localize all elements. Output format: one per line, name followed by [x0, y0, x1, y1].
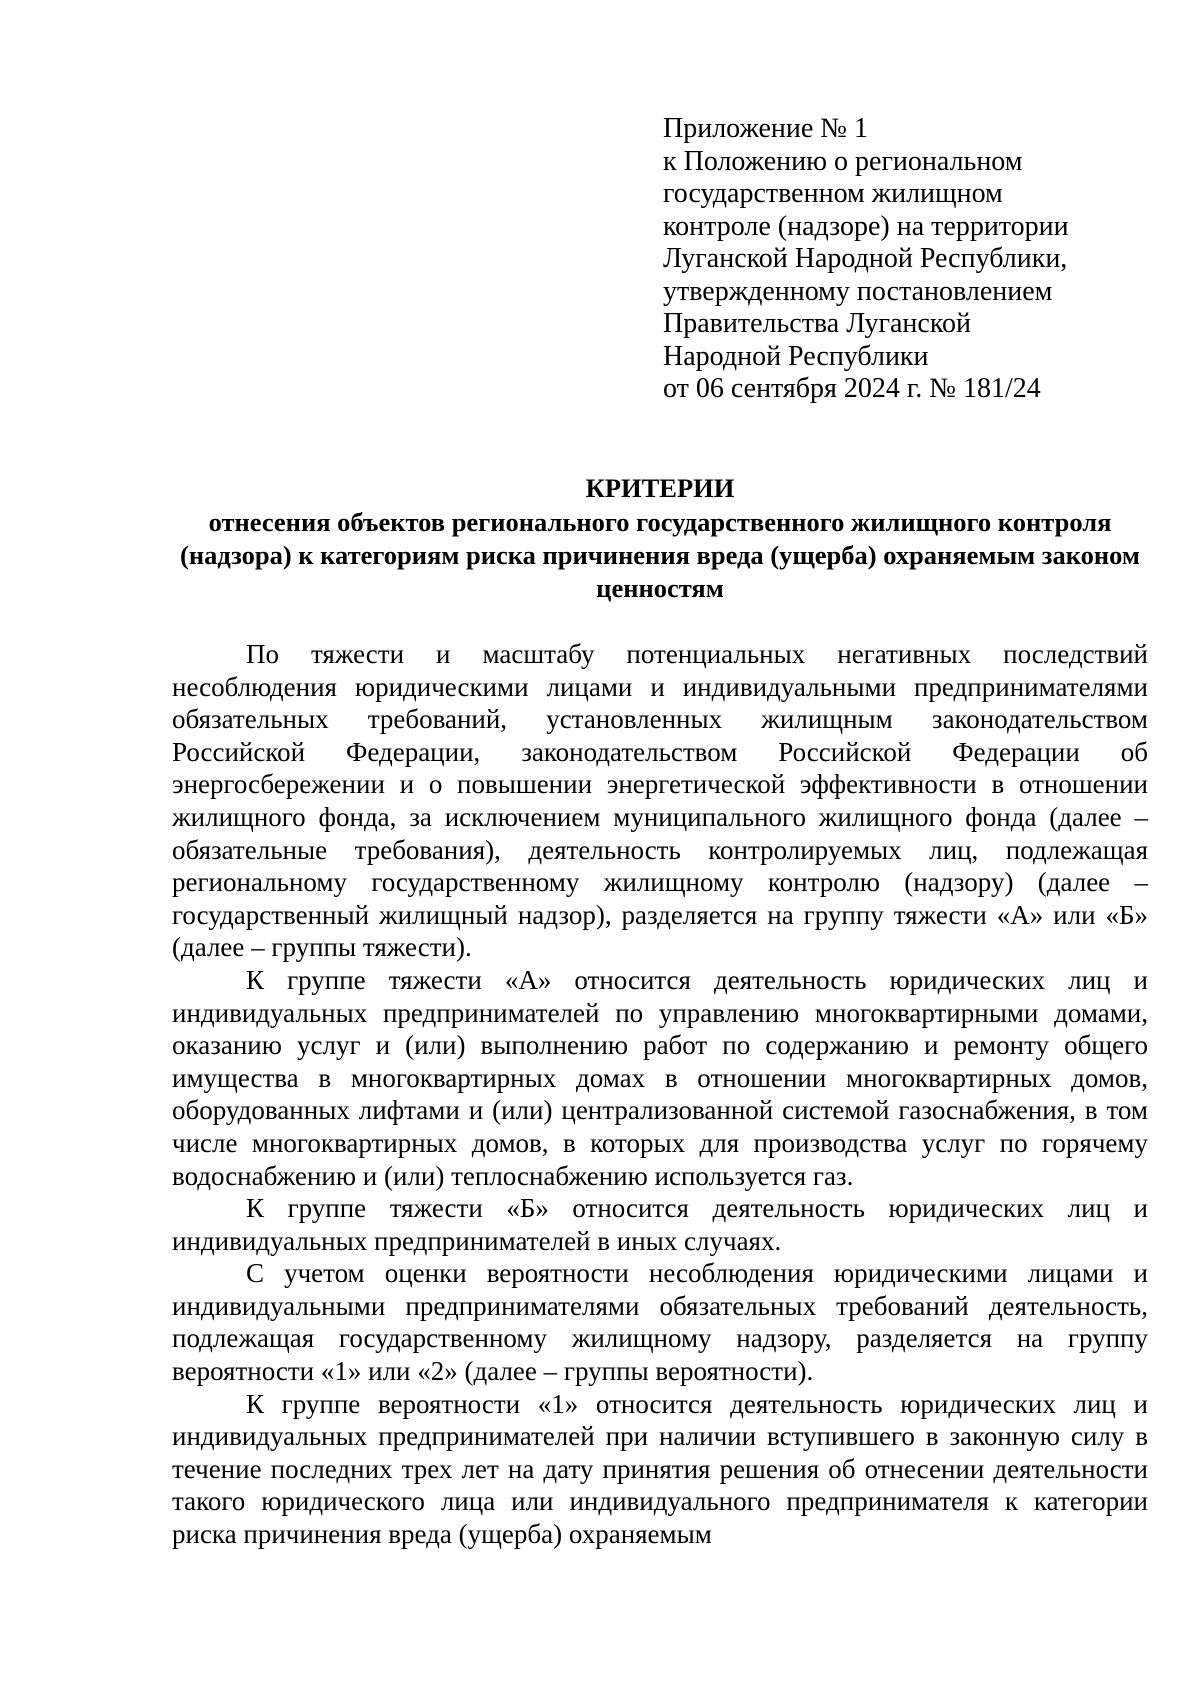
document-body	[172, 638, 1148, 1551]
body-paragraph: К группе вероятности «1» относится деятельность юридических лиц и индивидуальных предпринимателей при наличии вступившего в законную силу в течение последних трех лет на дату принятия решения об отнесении деятельности такого юридического лица или индивидуального предпринимателя к категории риска причинения вреда (ущерба) охраняемым	[172, 1388, 1148, 1550]
appendix-line: Правительства Луганской	[663, 308, 971, 339]
appendix-line: Луганской Народной Республики,	[663, 243, 1068, 274]
body-paragraph: По тяжести и масштабу потенциальных негативных последствий несоблюдения юридическими лицами и индивидуальными предпринимателями обязательных требований, установленных жилищным законодательством Российской Федерации, законодательством Российской Федерации об энергосбережении и о повышении энергетической эффективности в отношении жилищного фонда, за исключением муниципального жилищного фонда (далее – обязательные требования), деятельность контролируемых лиц, подлежащая региональному государственному жилищному контролю (надзору) (далее – государственный жилищный надзор), разделяется на группу тяжести «А» или «Б» (далее – группы тяжести).	[172, 639, 1148, 963]
body-paragraph: С учетом оценки вероятности несоблюдения юридическими лицами и индивидуальными предпринимателями обязательных требований деятельность, подлежащая государственному жилищному надзору, разделяется на группу вероятности «1» или «2» (далее – группы вероятности).	[172, 1258, 1148, 1387]
appendix-line: Народной Республики	[663, 340, 929, 372]
appendix-line: государственном жилищном	[663, 178, 1003, 209]
title-heading: КРИТЕРИИ	[585, 473, 735, 503]
body-paragraph: К группе тяжести «Б» относится деятельность юридических лиц и индивидуальных предпринимателей в иных случаях.	[172, 1193, 1148, 1256]
document-title	[172, 470, 1148, 605]
appendix-line: к Положению о региональном	[663, 145, 1023, 177]
appendix-line: Приложение № 1	[663, 113, 868, 144]
appendix-line: утвержденному постановлением	[663, 275, 1053, 307]
appendix-header	[663, 113, 1143, 406]
appendix-line: контроле (надзоре) на территории	[663, 210, 1069, 242]
title-subtitle: отнесения объектов регионального государственного жилищного контроля (надзора) к категориям риска причинения вреда (ущерба) охраняемым законом ценностям	[180, 507, 1140, 603]
body-paragraph: К группе тяжести «А» относится деятельность юридических лиц и индивидуальных предпринимателей по управлению многоквартирными домами, оказанию услуг и (или) выполнению работ по содержанию и ремонту общего имущества в многоквартирных домах в отношении многоквартирных домов, оборудованных лифтами и (или) централизованной системой газоснабжения, в том числе многоквартирных домов, в которых для производства услуг по горячему водоснабжению и (или) теплоснабжению используется газ.	[172, 964, 1148, 1191]
appendix-line: от 06 сентября 2024 г. № 181/24	[663, 373, 1041, 404]
